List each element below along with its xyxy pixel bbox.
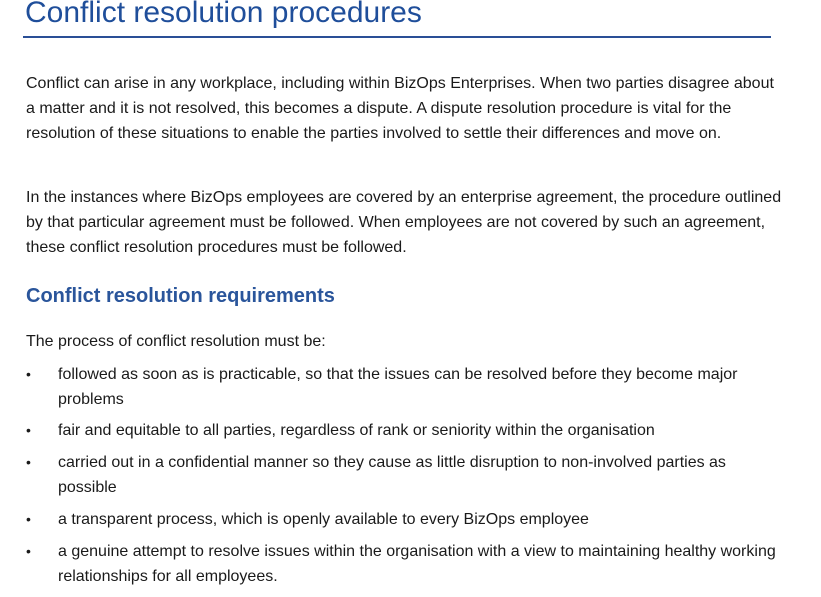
list-item-text: followed as soon as is practicable, so that the issues can be resolved before they become major problems — [58, 366, 738, 408]
agreement-paragraph: In the instances where BizOps employees are covered by an enterprise agreement, the procedure outlined by that particular agreement must be followed. When employees are not covered by such an agreement, these conflict resolution procedures must be followed. — [26, 189, 782, 256]
section-heading: Conflict resolution requirements — [26, 285, 335, 307]
bullet-icon: • — [26, 511, 31, 527]
page-title: Conflict resolution procedures — [25, 0, 422, 29]
bullet-icon: • — [26, 422, 31, 438]
requirements-intro: The process of conflict resolution must be: — [26, 333, 326, 350]
bullet-icon: • — [26, 366, 31, 382]
bullet-icon: • — [26, 454, 31, 470]
list-item-text: carried out in a confidential manner so they cause as little disruption to non-involved parties as possible — [58, 454, 726, 496]
title-underline-divider — [23, 36, 771, 38]
bullet-icon: • — [26, 543, 31, 559]
list-item-text: a genuine attempt to resolve issues within the organisation with a view to maintaining healthy working relationships for all employees. — [58, 543, 776, 585]
list-item-text: fair and equitable to all parties, regardless of rank or seniority within the organisation — [58, 422, 655, 439]
intro-paragraph: Conflict can arise in any workplace, including within BizOps Enterprises. When two parties disagree about a matter and it is not resolved, this becomes a dispute. A dispute resolution procedure is vital for the resolution of these situations to enable the parties involved to settle their differences and move on. — [26, 75, 774, 142]
list-item-text: a transparent process, which is openly available to every BizOps employee — [58, 511, 589, 528]
